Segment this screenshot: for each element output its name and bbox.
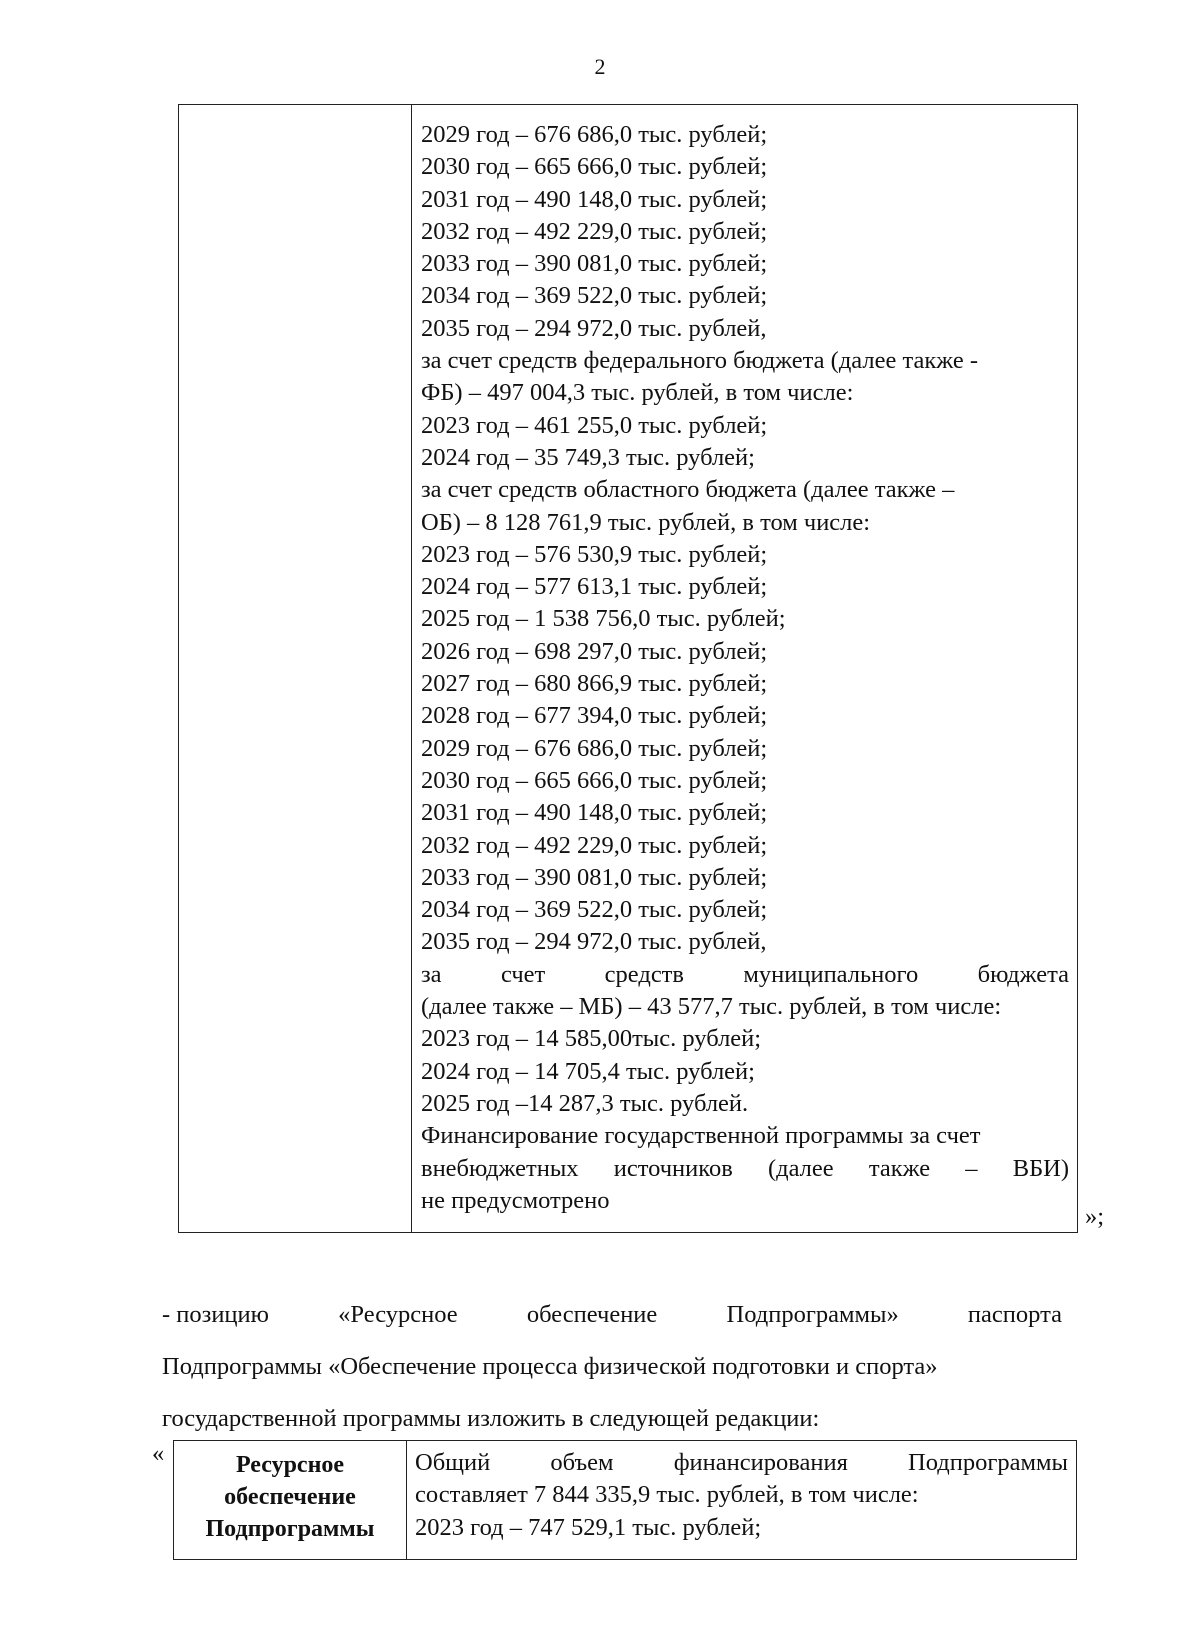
paragraph-line-2: Подпрограммы «Обеспечение процесса физической подготовки и спорта» [162, 1353, 938, 1380]
funding-line: 2025 год – 1 538 756,0 тыс. рублей; [421, 605, 786, 633]
funding-line: 2023 год – 14 585,00тыс. рублей; [421, 1025, 762, 1053]
funding-line: 2031 год – 490 148,0 тыс. рублей; [421, 185, 768, 213]
funding-line: 2026 год – 698 297,0 тыс. рублей; [421, 637, 768, 665]
opening-quote: « [152, 1440, 165, 1467]
funding-line: 2034 год – 369 522,0 тыс. рублей; [421, 896, 768, 924]
total-funding-line [415, 1447, 1068, 1479]
funding-line: 2031 год – 490 148,0 тыс. рублей; [421, 799, 768, 827]
paragraph-line-1 [162, 1299, 1062, 1331]
table-right-cell [411, 105, 1077, 1232]
resource-heading-line: Ресурсное [235, 1452, 345, 1478]
resource-table-heading [174, 1441, 407, 1559]
funding-line: 2024 год – 35 749,3 тыс. рублей; [421, 443, 755, 471]
mb-line-word: за [421, 960, 442, 988]
funding-line: 2030 год – 665 666,0 тыс. рублей; [421, 153, 768, 181]
funding-line: 2035 год – 294 972,0 тыс. рублей, [421, 314, 767, 342]
funding-line: 2028 год – 677 394,0 тыс. рублей; [421, 702, 768, 730]
funding-lines-part1 [421, 119, 1069, 959]
vbi-line [421, 1153, 1069, 1185]
total-funding-word: Подпрограммы [908, 1449, 1068, 1476]
funding-lines-part2 [421, 991, 1069, 1152]
resource-table-content [407, 1441, 1076, 1559]
funding-line: за счет средств областного бюджета (далее также – [421, 476, 955, 504]
funding-line: 2035 год – 294 972,0 тыс. рублей, [421, 928, 767, 956]
total-funding-word: Общий [415, 1449, 491, 1476]
paragraph-line-3: государственной программы изложить в следующей редакции: [162, 1405, 820, 1432]
total-funding-word: финансирования [673, 1449, 848, 1476]
page-number: 2 [594, 54, 606, 79]
funding-line: 2032 год – 492 229,0 тыс. рублей; [421, 831, 768, 859]
funding-line: ОБ) – 8 128 761,9 тыс. рублей, в том числе: [421, 508, 871, 536]
mb-line-word: счет [500, 960, 546, 988]
funding-line: 2024 год – 14 705,4 тыс. рублей; [421, 1057, 755, 1085]
mb-budget-line [421, 959, 1069, 991]
funding-line: ФБ) – 497 004,3 тыс. рублей, в том числе: [421, 379, 854, 407]
paragraph-word: Подпрограммы» [726, 1301, 899, 1328]
funding-line: 2023 год – 576 530,9 тыс. рублей; [421, 540, 768, 568]
mb-line-word: бюджета [977, 960, 1069, 988]
total-funding-word: объем [550, 1449, 614, 1476]
funding-line: 2023 год – 461 255,0 тыс. рублей; [421, 411, 768, 439]
resource-heading-line: Подпрограммы [205, 1516, 375, 1542]
paragraph-word: «Ресурсное [338, 1301, 458, 1328]
funding-line: 2025 год –14 287,3 тыс. рублей. [421, 1089, 749, 1117]
funding-table-continuation [178, 104, 1078, 1233]
vbi-line-word: ВБИ) [1012, 1154, 1069, 1182]
vbi-line-word: (далее [767, 1154, 834, 1182]
vbi-line-word: источников [613, 1154, 733, 1182]
resource-table [173, 1440, 1077, 1560]
funding-line: 2034 год – 369 522,0 тыс. рублей; [421, 282, 768, 310]
funding-line: 2029 год – 676 686,0 тыс. рублей; [421, 734, 768, 762]
table-left-cell-empty [179, 105, 412, 1232]
funding-line: (далее также – МБ) – 43 577,7 тыс. рублей, в том числе: [421, 993, 1002, 1021]
resource-heading-line: обеспечение [224, 1484, 356, 1510]
mb-line-word: муниципального [743, 960, 919, 988]
funding-line: 2027 год – 680 866,9 тыс. рублей; [421, 670, 768, 698]
vbi-line-word: также [868, 1154, 931, 1182]
funding-line: за счет средств федерального бюджета (далее также - [421, 347, 979, 375]
not-provided-line: не предусмотрено [421, 1186, 610, 1214]
closing-quote: »; [1085, 1203, 1105, 1230]
paragraph-word: паспорта [967, 1301, 1062, 1328]
mb-line-word: средств [604, 960, 684, 988]
resource-line: составляет 7 844 335,9 тыс. рублей, в том числе: [415, 1481, 919, 1509]
funding-line: 2033 год – 390 081,0 тыс. рублей; [421, 250, 768, 278]
paragraph-word: обеспечение [526, 1301, 658, 1328]
funding-line: 2029 год – 676 686,0 тыс. рублей; [421, 121, 768, 148]
funding-line: 2024 год – 577 613,1 тыс. рублей; [421, 573, 768, 601]
vbi-line-word: внебюджетных [421, 1154, 579, 1182]
paragraph-word: - позицию [162, 1301, 269, 1328]
resource-line: 2023 год – 747 529,1 тыс. рублей; [415, 1513, 762, 1541]
funding-line: 2030 год – 665 666,0 тыс. рублей; [421, 766, 768, 794]
vbi-line-word: – [965, 1154, 978, 1182]
resource-lines [415, 1479, 1068, 1544]
funding-line: 2032 год – 492 229,0 тыс. рублей; [421, 217, 768, 245]
funding-line: 2033 год – 390 081,0 тыс. рублей; [421, 863, 768, 891]
funding-line: Финансирование государственной программы за счет [421, 1122, 981, 1150]
